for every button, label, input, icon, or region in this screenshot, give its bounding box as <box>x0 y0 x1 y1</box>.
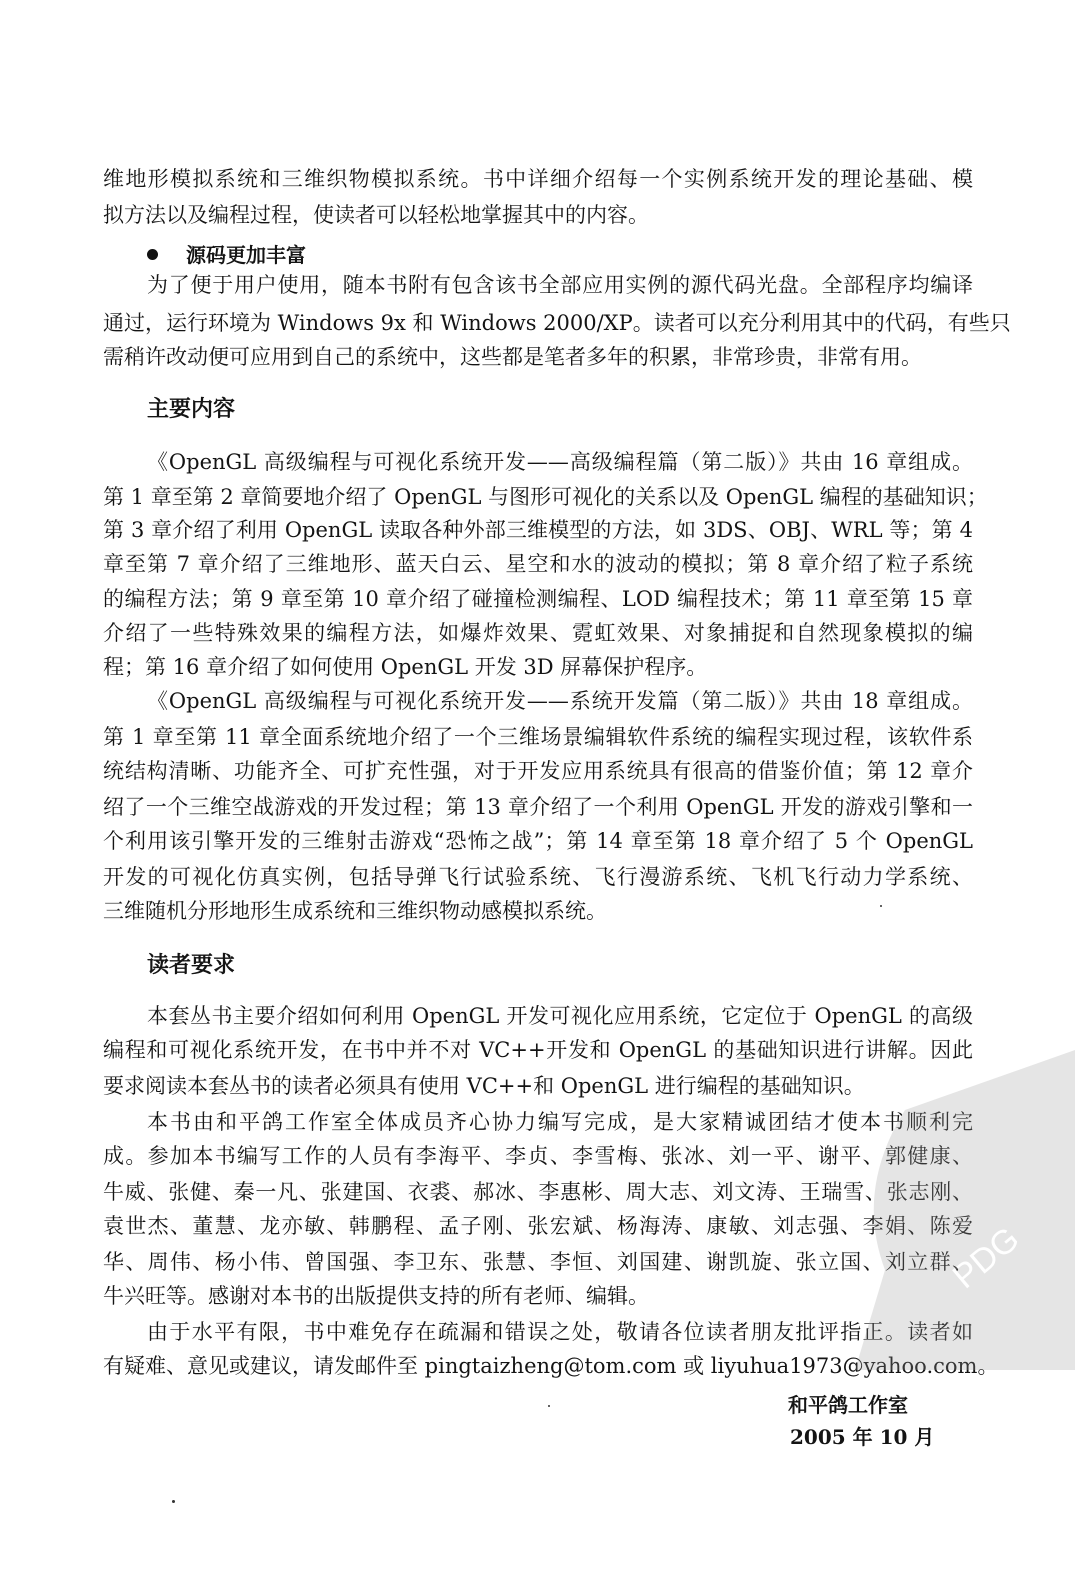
para7-line-1: 由于水平有限，书中难免存在疏漏和错误之处，敬请各位读者朋友批评指正。读者如 <box>147 1320 973 1344</box>
scan-speck <box>172 1500 175 1503</box>
para3-line-4: 章至第 7 章介绍了三维地形、蓝天白云、星空和水的波动的模拟；第 8 章介绍了粒子系统 <box>103 552 973 576</box>
para4-line-3: 统结构清晰、功能齐全、可扩充性强，对于开发应用系统具有很高的借鉴价值；第 12 章介 <box>103 759 973 783</box>
bullet-dot-icon <box>147 249 158 260</box>
para3-line-7: 程；第 16 章介绍了如何使用 OpenGL 开发 3D 屏幕保护程序。 <box>103 655 708 679</box>
para5-line-1: 本套丛书主要介绍如何利用 OpenGL 开发可视化应用系统，它定位于 OpenGL 的高级 <box>147 1004 973 1028</box>
para3-line-5: 的编程方法；第 9 章至第 10 章介绍了碰撞检测编程、LOD 编程技术；第 11 章至第 15 章 <box>103 587 973 611</box>
para2-line-3: 需稍许改动便可应用到自己的系统中，这些都是笔者多年的积累，非常珍贵，非常有用。 <box>103 345 922 369</box>
para4-line-7: 三维随机分形地形生成系统和三维织物动感模拟系统。 <box>103 899 607 923</box>
para6-line-5: 华、周伟、杨小伟、曾国强、李卫东、张慧、李恒、刘国建、谢凯旋、张立国、刘立群、 <box>103 1250 973 1274</box>
signature-studio: 和平鸽工作室 <box>788 1393 908 1417</box>
para3-line-2: 第 1 章至第 2 章简要地介绍了 OpenGL 与图形可视化的关系以及 OpenGL 编程的基础知识； <box>103 485 988 509</box>
para4-line-1: 《OpenGL 高级编程与可视化系统开发——系统开发篇（第二版）》共由 18 章组成。 <box>147 689 973 713</box>
signature-date: 2005 年 10 月 <box>790 1425 935 1449</box>
para2-line-2: 通过，运行环境为 Windows 9x 和 Windows 2000/XP。读者可以充分利用其中的代码，有些只 <box>103 311 1011 335</box>
para7-line-2: 有疑难、意见或建议，请发邮件至 pingtaizheng@tom.com 或 liyuhua1973@yahoo.com。 <box>103 1354 999 1378</box>
para4-line-2: 第 1 章至第 11 章全面系统地介绍了一个三维场景编辑软件系统的编程实现过程，该软件系 <box>103 725 973 749</box>
section-heading-main-content: 主要内容 <box>147 397 236 422</box>
watermark-logo <box>815 1050 1075 1370</box>
para6-line-1: 本书由和平鸽工作室全体成员齐心协力编写完成，是大家精诚团结才使本书顺利完 <box>147 1110 973 1134</box>
para6-line-2: 成。参加本书编写工作的人员有李海平、李贞、李雪梅、张冰、刘一平、谢平、郭健康、 <box>103 1144 973 1168</box>
para3-line-6: 介绍了一些特殊效果的编程方法，如爆炸效果、霓虹效果、对象捕捉和自然现象模拟的编 <box>103 621 973 645</box>
para4-line-5: 个利用该引擎开发的三维射击游戏“恐怖之战”；第 14 章至第 18 章介绍了 5 个 OpenGL <box>103 829 973 853</box>
para4-line-6: 开发的可视化仿真实例，包括导弹飞行试验系统、飞行漫游系统、飞机飞行动力学系统、 <box>103 865 973 889</box>
bullet-item <box>147 240 306 270</box>
bullet-label: 源码更加丰富 <box>186 243 306 267</box>
para5-line-2: 编程和可视化系统开发，在书中并不对 VC++开发和 OpenGL 的基础知识进行讲解。因此 <box>103 1038 973 1062</box>
scan-speck <box>880 905 882 907</box>
para3-line-3: 第 3 章介绍了利用 OpenGL 读取各种外部三维模型的方法，如 3DS、OBJ、WRL 等；第 4 <box>103 518 973 542</box>
para1-line-1: 维地形模拟系统和三维织物模拟系统。书中详细介绍每一个实例系统开发的理论基础、模 <box>103 167 973 191</box>
para4-line-4: 绍了一个三维空战游戏的开发过程；第 13 章介绍了一个利用 OpenGL 开发的游戏引擎和一 <box>103 795 973 819</box>
scan-speck <box>548 1405 550 1407</box>
para6-line-6: 牛兴旺等。感谢对本书的出版提供支持的所有老师、编辑。 <box>103 1284 649 1308</box>
para6-line-4: 袁世杰、董慧、龙亦敏、韩鹏程、孟子刚、张宏斌、杨海涛、康敏、刘志强、李娟、陈爱 <box>103 1214 973 1238</box>
watermark-text: PDG <box>945 1219 1027 1297</box>
para2-line-1: 为了便于用户使用，随本书附有包含该书全部应用实例的源代码光盘。全部程序均编译 <box>147 273 973 297</box>
para5-line-3: 要求阅读本套丛书的读者必须具有使用 VC++和 OpenGL 进行编程的基础知识。 <box>103 1074 865 1098</box>
para3-line-1: 《OpenGL 高级编程与可视化系统开发——高级编程篇（第二版）》共由 16 章组成。 <box>147 450 973 474</box>
para6-line-3: 牛威、张健、秦一凡、张建国、衣裘、郝冰、李惠彬、周大志、刘文涛、王瑞雪、张志刚、 <box>103 1180 973 1204</box>
section-heading-reader-requirements: 读者要求 <box>147 953 236 978</box>
para1-line-2: 拟方法以及编程过程，使读者可以轻松地掌握其中的内容。 <box>103 203 649 227</box>
